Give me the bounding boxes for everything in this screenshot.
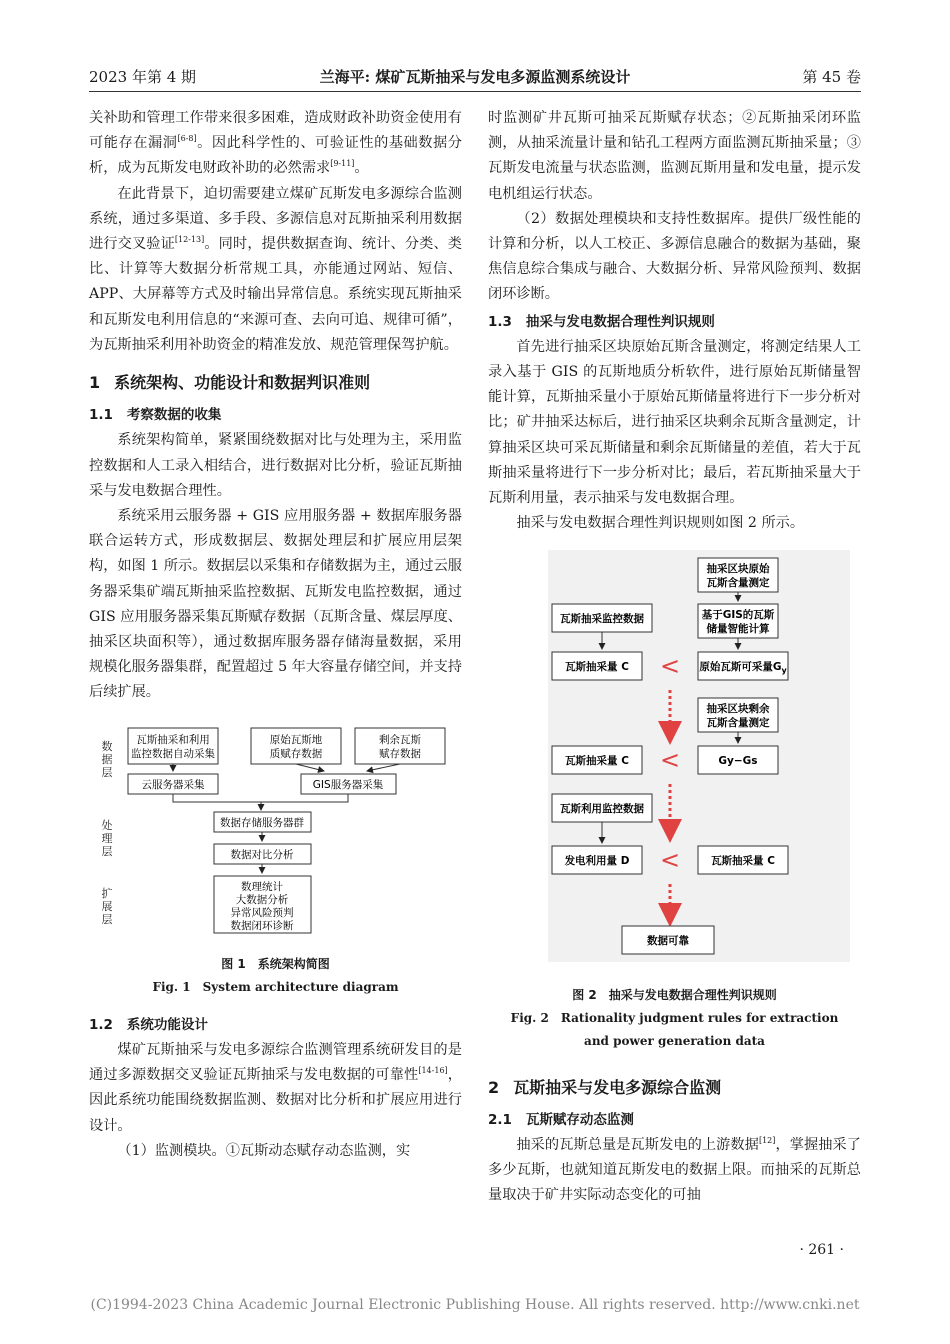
svg-text:瓦斯抽采量 C: 瓦斯抽采量 C	[711, 855, 775, 868]
less-than-sign: <	[659, 652, 681, 681]
svg-text:基于GIS的瓦斯: 基于GIS的瓦斯	[701, 609, 775, 622]
figure-1	[89, 722, 462, 999]
svg-text:瓦斯抽采量 C: 瓦斯抽采量 C	[565, 661, 629, 674]
less-than-sign: <	[659, 746, 681, 775]
paragraph: 首先进行抽采区块原始瓦斯含量测定，将测定结果人工录入基于 GIS 的瓦斯地质分析软件，进行原始瓦斯储量智能计算，瓦斯抽采量小于原始瓦斯储量将进行下一步分析对比；矿井抽采达标后，进行抽采区块剩余瓦斯含量测定，计算抽采区块可采瓦斯储量和剩余瓦斯储量的差值，若大于瓦斯抽采量将进行下一步分析对比；最后，若瓦斯抽采量大于瓦斯利用量，表示抽采与发电数据合理。	[488, 338, 861, 507]
svg-text:储量智能计算: 储量智能计算	[706, 623, 770, 636]
svg-text:瓦斯含量测定: 瓦斯含量测定	[706, 717, 770, 730]
svg-text:据: 据	[101, 752, 113, 766]
figure-2	[488, 550, 861, 1052]
svg-text:抽采区块原始: 抽采区块原始	[706, 563, 770, 576]
subsection-heading: 1.2 系统功能设计	[89, 1016, 208, 1033]
figure-2-caption-cn: 图 2 抽采与发电数据合理性判识规则	[572, 987, 777, 1002]
svg-text:原始瓦斯地: 原始瓦斯地	[269, 733, 323, 746]
less-than-sign: <	[659, 846, 681, 875]
paragraph: （2）数据处理模块和支持性数据库。提供厂级性能的计算和分析，以人工校正、多源信息融合的数据为基础，聚焦信息综合集成与融合、大数据分析、异常风险预判、数据闭环诊断。	[488, 210, 861, 303]
paragraph: 抽采的瓦斯总量是瓦斯发电的上游数据[12]，掌握抽采了多少瓦斯，也就知道瓦斯发电的数据上限。而抽采的瓦斯总量取决于矿井实际动态变化的可抽	[488, 1136, 861, 1204]
subsection-heading: 1.3 抽采与发电数据合理性判识规则	[488, 313, 715, 330]
layer-label-proc: 处	[101, 818, 113, 832]
subsection-heading: 2.1 瓦斯赋存动态监测	[488, 1111, 634, 1128]
paragraph: 煤矿瓦斯抽采与发电多源综合监测管理系统研发目的是通过多源数据交叉验证瓦斯抽采与发电数据的可靠性[14-16]，因此系统功能围绕数据监测、数据对比分析和扩展应用进行设计。	[89, 1042, 462, 1134]
svg-text:数据对比分析: 数据对比分析	[230, 848, 294, 861]
svg-text:Gy−Gs: Gy−Gs	[718, 755, 758, 768]
svg-text:抽采区块剩余: 抽采区块剩余	[706, 703, 770, 716]
svg-text:瓦斯抽采量 C: 瓦斯抽采量 C	[565, 755, 629, 768]
architecture-diagram	[89, 722, 462, 944]
paragraph: 抽采与发电数据合理性判识规则如图 2 所示。	[516, 515, 805, 532]
layer-label-data: 数	[101, 739, 113, 753]
section-heading: 2 瓦斯抽采与发电多源综合监测	[488, 1077, 722, 1097]
running-header	[89, 62, 861, 88]
header-rule	[89, 91, 861, 92]
figure-2-caption-en-2: and power generation data	[584, 1033, 765, 1048]
left-column	[89, 106, 462, 1164]
paragraph: 关补助和管理工作带来很多困难，造成财政补助资金使用有可能存在漏洞[6-8]。因此科学性的、可验证性的基础数据分析，成为瓦斯发电财政补助的必然需求[9-11]。	[89, 110, 462, 177]
paragraph: 时监测矿井瓦斯可抽采瓦斯赋存状态；②瓦斯抽采闭环监测，从抽采流量计量和钻孔工程两方面监测瓦斯抽采量；③瓦斯发电流量与状态监测，监测瓦斯用量和发电量，提示发电机组运行状态。	[488, 110, 861, 202]
svg-text:瓦斯利用监控数据: 瓦斯利用监控数据	[560, 803, 644, 816]
svg-text:质赋存数据: 质赋存数据	[269, 747, 323, 760]
paragraph: 系统采用云服务器 + GIS 应用服务器 + 数据库服务器联合运转方式，形成数据层、数据处理层和扩展应用层架构，如图 1 所示。数据层以采集和存储数据为主，通过云服务器采集矿端瓦斯抽采监控数据、瓦斯发电监控数据，通过 GIS 应用服务器采集瓦斯赋存数据（瓦斯含量、煤层厚度、抽采区块面积等），通过数据库服务器存储海量数据，采用规模化服务器集群，配置超过 5 年大容量存储空间，并支持后续扩展。	[89, 508, 462, 701]
figure-1-caption-en: Fig. 1 System architecture diagram	[152, 979, 399, 994]
judgment-rules-diagram	[488, 550, 861, 970]
svg-text:层: 层	[101, 765, 113, 779]
subsection-heading: 1.1 考察数据的收集	[89, 407, 222, 424]
svg-text:异常风险预判: 异常风险预判	[230, 906, 294, 919]
svg-text:云服务器采集: 云服务器采集	[141, 778, 205, 791]
article-title: 兰海平: 煤矿瓦斯抽采与发电多源监测系统设计	[319, 68, 631, 86]
svg-text:发电利用量 D: 发电利用量 D	[564, 855, 630, 868]
svg-text:瓦斯抽采监控数据: 瓦斯抽采监控数据	[560, 613, 644, 626]
svg-text:数据闭环诊断: 数据闭环诊断	[230, 919, 294, 932]
paragraph: 在此背景下，迫切需要建立煤矿瓦斯发电多源综合监测系统，通过多渠道、多手段、多源信息对瓦斯抽采利用数据进行交叉验证[12-13]。同时，提供数据查询、统计、分类、类比、计算等大数据分析常规工具，亦能通过网站、短信、APP、大屏幕等方式及时输出异常信息。系统实现瓦斯抽采和瓦斯发电利用信息的“来源可查、去向可追、规律可循”，为瓦斯抽采利用补助资金的精准发放、规范管理保驾护航。	[89, 185, 462, 353]
figure-1-caption-cn: 图 1 系统架构简图	[221, 956, 330, 971]
right-column	[488, 106, 861, 1209]
paragraph: 系统架构简单，紧紧围绕数据对比与处理为主，采用监控数据和人工录入相结合，进行数据对比分析，验证瓦斯抽采与发电数据合理性。	[89, 432, 462, 499]
figure-2-caption-en: Fig. 2 Rationality judgment rules for extraction	[510, 1010, 839, 1025]
svg-text:数据可靠: 数据可靠	[647, 935, 689, 948]
svg-text:瓦斯含量测定: 瓦斯含量测定	[706, 577, 770, 590]
issue-label: 2023 年第 4 期	[89, 68, 197, 86]
svg-text:层: 层	[101, 912, 113, 926]
svg-text:监控数据自动采集: 监控数据自动采集	[131, 747, 215, 760]
copyright-line: (C)1994-2023 China Academic Journal Electronic Publishing House. All rights reserved. http://www.cnki.net	[90, 1297, 860, 1313]
paragraph: （1）监测模块。①瓦斯动态赋存动态监测，实	[117, 1142, 411, 1159]
svg-text:展: 展	[101, 899, 113, 913]
svg-text:瓦斯抽采和利用: 瓦斯抽采和利用	[136, 733, 210, 746]
volume-label: 第 45 卷	[802, 68, 861, 86]
layer-label-ext: 扩	[101, 886, 113, 900]
svg-text:GIS服务器采集: GIS服务器采集	[312, 778, 384, 791]
section-heading: 1 系统架构、功能设计和数据判识准则	[89, 373, 371, 393]
svg-text:层: 层	[101, 844, 113, 858]
page-number: · 261 ·	[799, 1242, 844, 1258]
svg-text:大数据分析: 大数据分析	[235, 893, 289, 906]
svg-text:赋存数据: 赋存数据	[379, 747, 421, 760]
svg-text:理: 理	[101, 831, 113, 845]
svg-text:数据存储服务器群: 数据存储服务器群	[220, 816, 304, 829]
svg-text:剩余瓦斯: 剩余瓦斯	[379, 733, 421, 746]
svg-text:数理统计: 数理统计	[241, 880, 283, 893]
svg-text:原始瓦斯可采量Gy: 原始瓦斯可采量$G_y$	[699, 661, 787, 676]
